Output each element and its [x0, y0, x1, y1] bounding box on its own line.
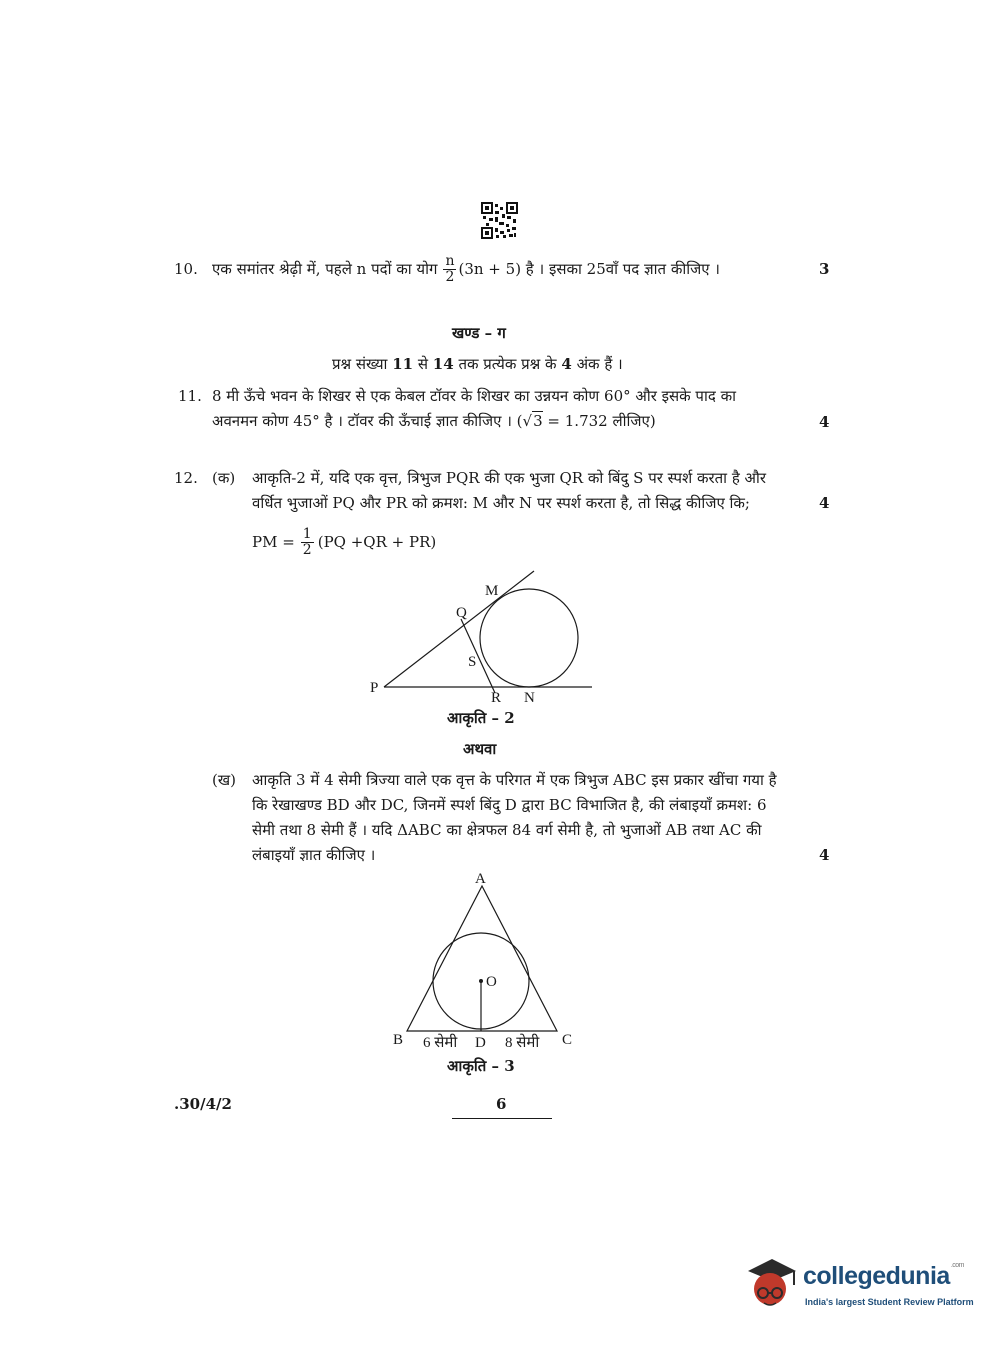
q12-number: 12. — [174, 469, 198, 487]
label-b: B — [393, 1032, 404, 1048]
page-number: 6 — [496, 1095, 507, 1113]
watermark-brand — [803, 1262, 964, 1291]
label-c: C — [562, 1032, 573, 1048]
qr-code-icon — [481, 202, 518, 239]
instruction-suffix: अंक हैं । — [576, 355, 623, 373]
label-m: M — [485, 583, 499, 599]
label-bd: 6 सेमी — [423, 1035, 458, 1051]
q12-part-a-line1: आकृति-2 में, यदि एक वृत्त, त्रिभुज PQR की एक भुजा QR को बिंदु S पर स्पर्श करता है और — [252, 469, 767, 487]
q12-part-b-line3: सेमी तथा 8 सेमी हैं । यदि ΔABC का क्षेत्रफल 84 वर्ग सेमी है, तो भुजाओं AB तथा AC की — [252, 821, 762, 839]
q12-part-b-label: (ख) — [212, 771, 236, 789]
q12-part-a-marks: 4 — [819, 494, 830, 512]
q11-marks: 4 — [819, 413, 830, 431]
instruction-marks: 4 — [561, 355, 572, 373]
fig2-caption: आकृति – 2 — [447, 709, 515, 727]
formula-lhs: PM = — [252, 532, 295, 551]
paper-code: .30/4/2 — [174, 1095, 232, 1113]
q10-fraction — [443, 254, 456, 285]
or-text: अथवा — [463, 740, 497, 758]
label-s: S — [468, 654, 477, 670]
label-r: R — [491, 690, 502, 705]
center-o-dot — [479, 979, 483, 983]
q10-text-before: एक समांतर श्रेढ़ी में, पहले n पदों का योग — [212, 259, 438, 278]
line-p-extended — [384, 571, 534, 687]
brand-name: collegedunia — [803, 1262, 950, 1290]
q11-line2-before: अवनमन कोण 45° है । टॉवर की ऊँचाई ज्ञात कीजिए । ( — [212, 412, 523, 430]
triangle-abc — [407, 886, 557, 1031]
q10-frac-num: n — [445, 252, 455, 269]
q12-formula — [252, 523, 436, 561]
figure-2 — [360, 565, 610, 705]
collegedunia-logo-icon — [742, 1255, 800, 1311]
footer-rule — [452, 1118, 552, 1119]
q11-number: 11. — [178, 387, 202, 405]
q12-part-a-label: (क) — [212, 469, 236, 487]
section-instruction — [332, 357, 623, 372]
figure-3 — [385, 868, 585, 1053]
q10-number: 10. — [174, 260, 198, 278]
line-q-r — [461, 619, 495, 693]
label-q: Q — [456, 605, 467, 621]
q11-line2: अवनमन कोण 45° है । टॉवर की ऊँचाई ज्ञात कीजिए । (√3 = 1.732 लीजिए) — [212, 412, 656, 430]
formula-num: 1 — [302, 525, 312, 542]
formula-den: 2 — [302, 541, 312, 558]
label-d: D — [475, 1035, 486, 1051]
label-p: P — [370, 680, 379, 696]
formula-fraction — [301, 527, 314, 558]
q12-part-b-marks: 4 — [819, 846, 830, 864]
label-dc: 8 सेमी — [505, 1035, 540, 1051]
q11-line2-after: = 1.732 लीजिए) — [542, 412, 656, 430]
label-a: A — [475, 871, 486, 887]
brand-tld: .com — [950, 1262, 964, 1269]
q10-text — [212, 252, 720, 286]
q12-part-b-line4: लंबाइयाँ ज्ञात कीजिए । — [252, 846, 376, 864]
instruction-to: 14 — [432, 355, 454, 373]
q12-part-a-line2: वर्धित भुजाओं PQ और PR को क्रमश: M और N पर स्पर्श करता है, तो सिद्ध कीजिए कि; — [252, 494, 750, 512]
formula-rhs: (PQ +QR + PR) — [317, 532, 437, 551]
label-n: N — [524, 690, 535, 705]
instruction-prefix: प्रश्न संख्या — [332, 355, 388, 373]
watermark-tagline: India's largest Student Review Platform — [805, 1297, 974, 1307]
q12-part-b-line1: आकृति 3 में 4 सेमी त्रिज्या वाले एक वृत्त के परिगत में एक त्रिभुज ABC इस प्रकार खींचा गया है — [252, 771, 777, 789]
label-o: O — [486, 974, 497, 990]
instruction-mid: से — [417, 355, 428, 373]
q12-part-b-line2: कि रेखाखण्ड BD और DC, जिनमें स्पर्श बिंदु D द्वारा BC विभाजित है, की लंबाइयाँ क्रमश: 6 — [252, 796, 767, 814]
q10-frac-den: 2 — [445, 268, 455, 285]
q11-sqrt: 3 — [533, 412, 543, 430]
fig3-caption: आकृति – 3 — [447, 1057, 515, 1075]
section-title: खण्ड – ग — [452, 324, 506, 342]
instruction-from: 11 — [392, 355, 414, 373]
q10-text-after: (3n + 5) है । इसका 25वाँ पद ज्ञात कीजिए । — [458, 259, 720, 278]
instruction-mid2: तक प्रत्येक प्रश्न के — [458, 355, 557, 373]
q11-line1: 8 मी ऊँचे भवन के शिखर से एक केबल टॉवर के शिखर का उन्नयन कोण 60° और इसके पाद का — [212, 387, 736, 405]
q10-marks: 3 — [819, 260, 830, 278]
tangent-circle — [480, 589, 578, 687]
